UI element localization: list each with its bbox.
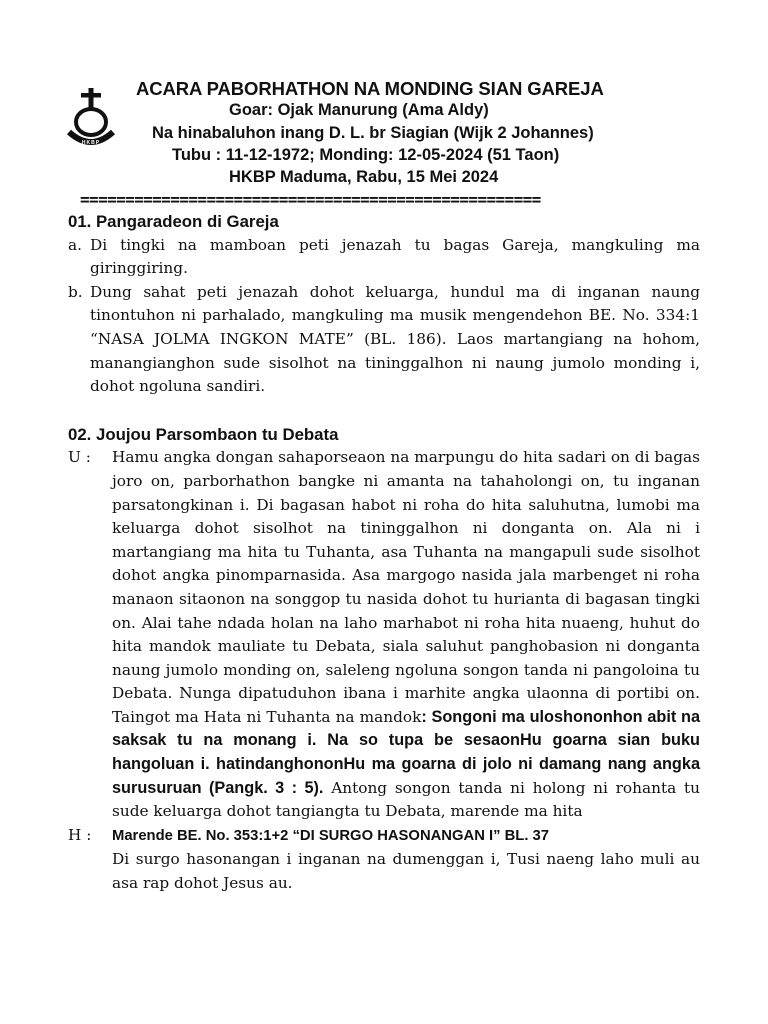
logo-text: HKBP (81, 140, 101, 146)
goar-line: Goar: Ojak Manurung (Ama Aldy) (229, 101, 489, 119)
place-date-line: HKBP Maduma, Rabu, 15 Mei 2024 (229, 168, 499, 186)
list-text: Di tingki na mamboan peti jenazah tu bagas Gareja, mangkuling ma giringgiring. (90, 235, 700, 278)
scripture-quote: : Songoni ma uloshononhon abit na saksak tu na monang i. Na so tupa be sesaonHu goarna sian buku hangoluan i. hatindanghononHu ma goarna di jolo ni damang nang angka surusuruan (Pangk. 3 : 5). (112, 707, 701, 797)
church-cross-icon (69, 88, 113, 142)
section-1-title: 01. Pangaradeon di Gareja (68, 212, 279, 231)
liturgy-text-part-1: Hamu angka dongan sahaporseaon na marpungu do hita sadari on di bagas joro on, parborhathon bangke ni amanta na tahaholongi on, tu inganan parsatongkinan i. Di bagasan habot ni roha do hita saluhutna, lumobi ma keluarga dohot sisolhot na tininggalhon ni donganta on. Ala ni i martangiang ma hita tu Tuhanta, asa Tuhanta na mangapuli sude sisolhot dohot angka pinomparnasida. Asa margogo nasida jala marbenget ni roha manaon sitaonon na songgop tu nasida dohot tu hurianta di bagasan tingki on. Alai tahe ndada holan na laho marhabot ni roha hita nuaeng, huhut do hita mandok mauliate tu Debata, siala saluhut panghobasion ni donganta naung jumolo monding on, saleleng ngoluna songon tanda ni pangoloina tu Debata. Nunga dipatuduhon ibana i marhite angka ulaonna di portibi on. Taingot ma Hata ni Tuhanta na mandok (112, 448, 700, 726)
church-logo (66, 88, 116, 152)
list-marker: b. (68, 282, 83, 301)
hinabaluhon-line: Na hinabaluhon inang D. L. br Siagian (Wijk 2 Johannes) (152, 124, 594, 142)
liturgy-u-part (68, 446, 700, 824)
document-title: ACARA PABORHATHON NA MONDING SIAN GAREJA (136, 78, 604, 99)
liturgy-marker: U : (68, 448, 91, 467)
liturgy-h-part (68, 824, 700, 896)
list-text: Dung sahat peti jenazah dohot keluarga, hundul ma di inganan naung tinontuhon ni parhalado, mangkuling ma musik mengendehon BE. No. 334:1 “NASA JOLMA INGKON MATE” (BL. 186). Laos martangiang na hohom, manangianghon sude sisolhot na tininggalhon ni naung jumolo monding i, dohot ngoluna sandiri. (90, 282, 700, 396)
list-item (68, 281, 700, 399)
section-2-title: 02. Joujou Parsombaon tu Debata (68, 424, 339, 444)
document-body (68, 208, 700, 896)
liturgy-text (112, 824, 700, 896)
song-title: Marende BE. No. 353:1+2 “DI SURGO HASONANGAN I” BL. 37 (112, 827, 550, 844)
liturgy-marker: H : (68, 825, 92, 844)
list-item (68, 234, 700, 281)
header-divider: =================================================== (80, 190, 541, 209)
list-marker: a. (68, 235, 82, 254)
liturgy-text-part-2: Antong songon tanda ni holong ni rohanta tu sude keluarga dohot tangiangta tu Debata, marende ma hita (112, 778, 700, 821)
tubu-line: Tubu : 11-12-1972; Monding: 12-05-2024 (51 Taon) (172, 146, 560, 164)
liturgy-text (112, 446, 700, 824)
song-lyrics: Di surgo hasonangan i inganan na dumenggan i, Tusi naeng laho muli au asa rap dohot Jesus au. (112, 850, 700, 893)
